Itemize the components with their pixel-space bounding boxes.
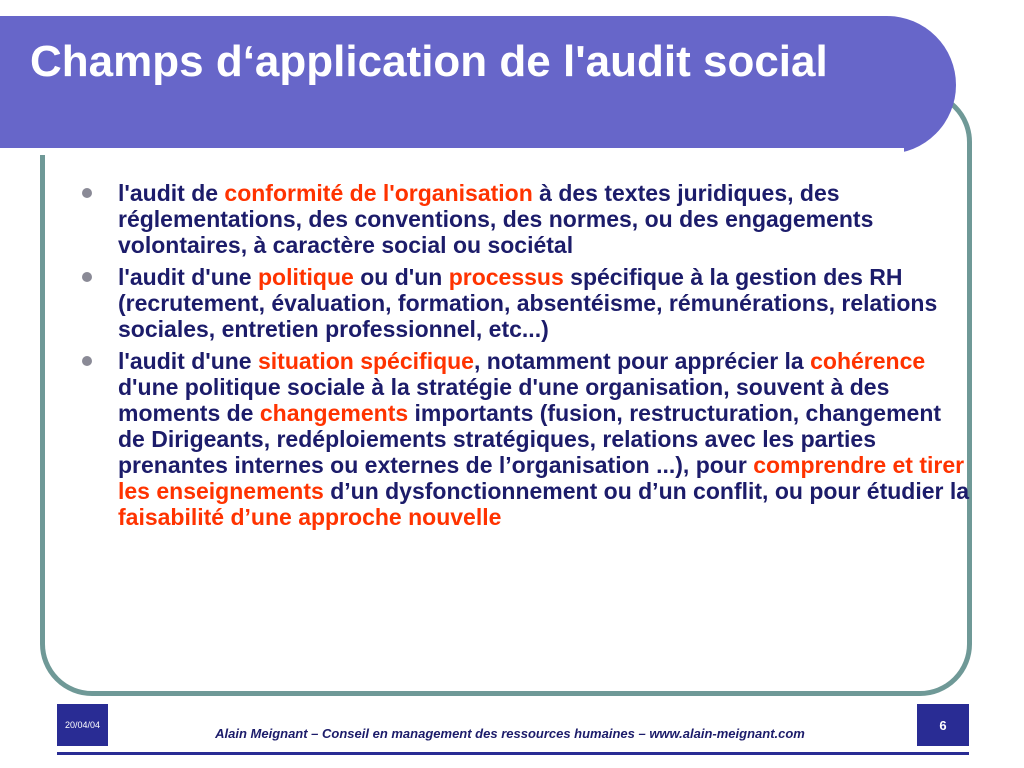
page-number: 6: [917, 704, 969, 746]
bullet-item: [80, 348, 970, 530]
item-text: d'une politique sociale à la stratégie d'une organisation, souvent à des moments de: [118, 374, 890, 426]
title-underline: [0, 148, 904, 155]
bullet-dot-icon: [82, 272, 92, 282]
bullet-item: [80, 180, 970, 258]
highlight-text: politique: [258, 264, 354, 290]
highlight-text: situation spécifique: [258, 348, 474, 374]
item-text: ou d'un: [353, 264, 449, 290]
bullet-dot-icon: [82, 188, 92, 198]
bullet-list: [80, 180, 970, 536]
bullet-item: [80, 264, 970, 342]
item-text: à des textes juridiques, des réglementations, des conventions, des normes, ou des engagements volontaires, à caractère social ou sociétal: [118, 180, 874, 258]
item-text: l'audit d'une: [118, 264, 258, 290]
item-text: l'audit de: [118, 180, 225, 206]
highlight-text: processus: [448, 264, 564, 290]
footer-line: [57, 752, 969, 755]
item-text: importants (fusion, restructuration, changement de Dirigeants, redéploiements stratégiques, relations avec les parties prenantes internes ou externes de l’organisation ...), pour: [118, 400, 942, 478]
item-text: spécifique à la gestion des RH (recrutement, évaluation, formation, absentéisme, rémunérations, relations sociales, entretien professionnel, etc...): [118, 264, 938, 342]
item-text: d’un dysfonctionnement ou d’un conflit, ou pour étudier la: [323, 478, 970, 504]
highlight-text: conformité de l'organisation: [224, 180, 533, 206]
highlight-text: changements: [259, 400, 409, 426]
bullet-dot-icon: [82, 356, 92, 366]
highlight-text: faisabilité d’une approche nouvelle: [118, 504, 502, 530]
title-bar: [0, 16, 956, 154]
footer-text: Alain Meignant – Conseil en management des ressources humaines – www.alain-meignant.com: [215, 726, 805, 741]
slide-title: Champs d‘application de l'audit social: [30, 37, 828, 86]
item-text: l'audit d'une: [118, 348, 258, 374]
highlight-text: cohérence: [810, 348, 926, 374]
highlight-text: comprendre et tirer les enseignements: [118, 452, 965, 504]
item-text: , notamment pour apprécier la: [473, 348, 811, 374]
footer-date: 20/04/04: [57, 704, 108, 746]
